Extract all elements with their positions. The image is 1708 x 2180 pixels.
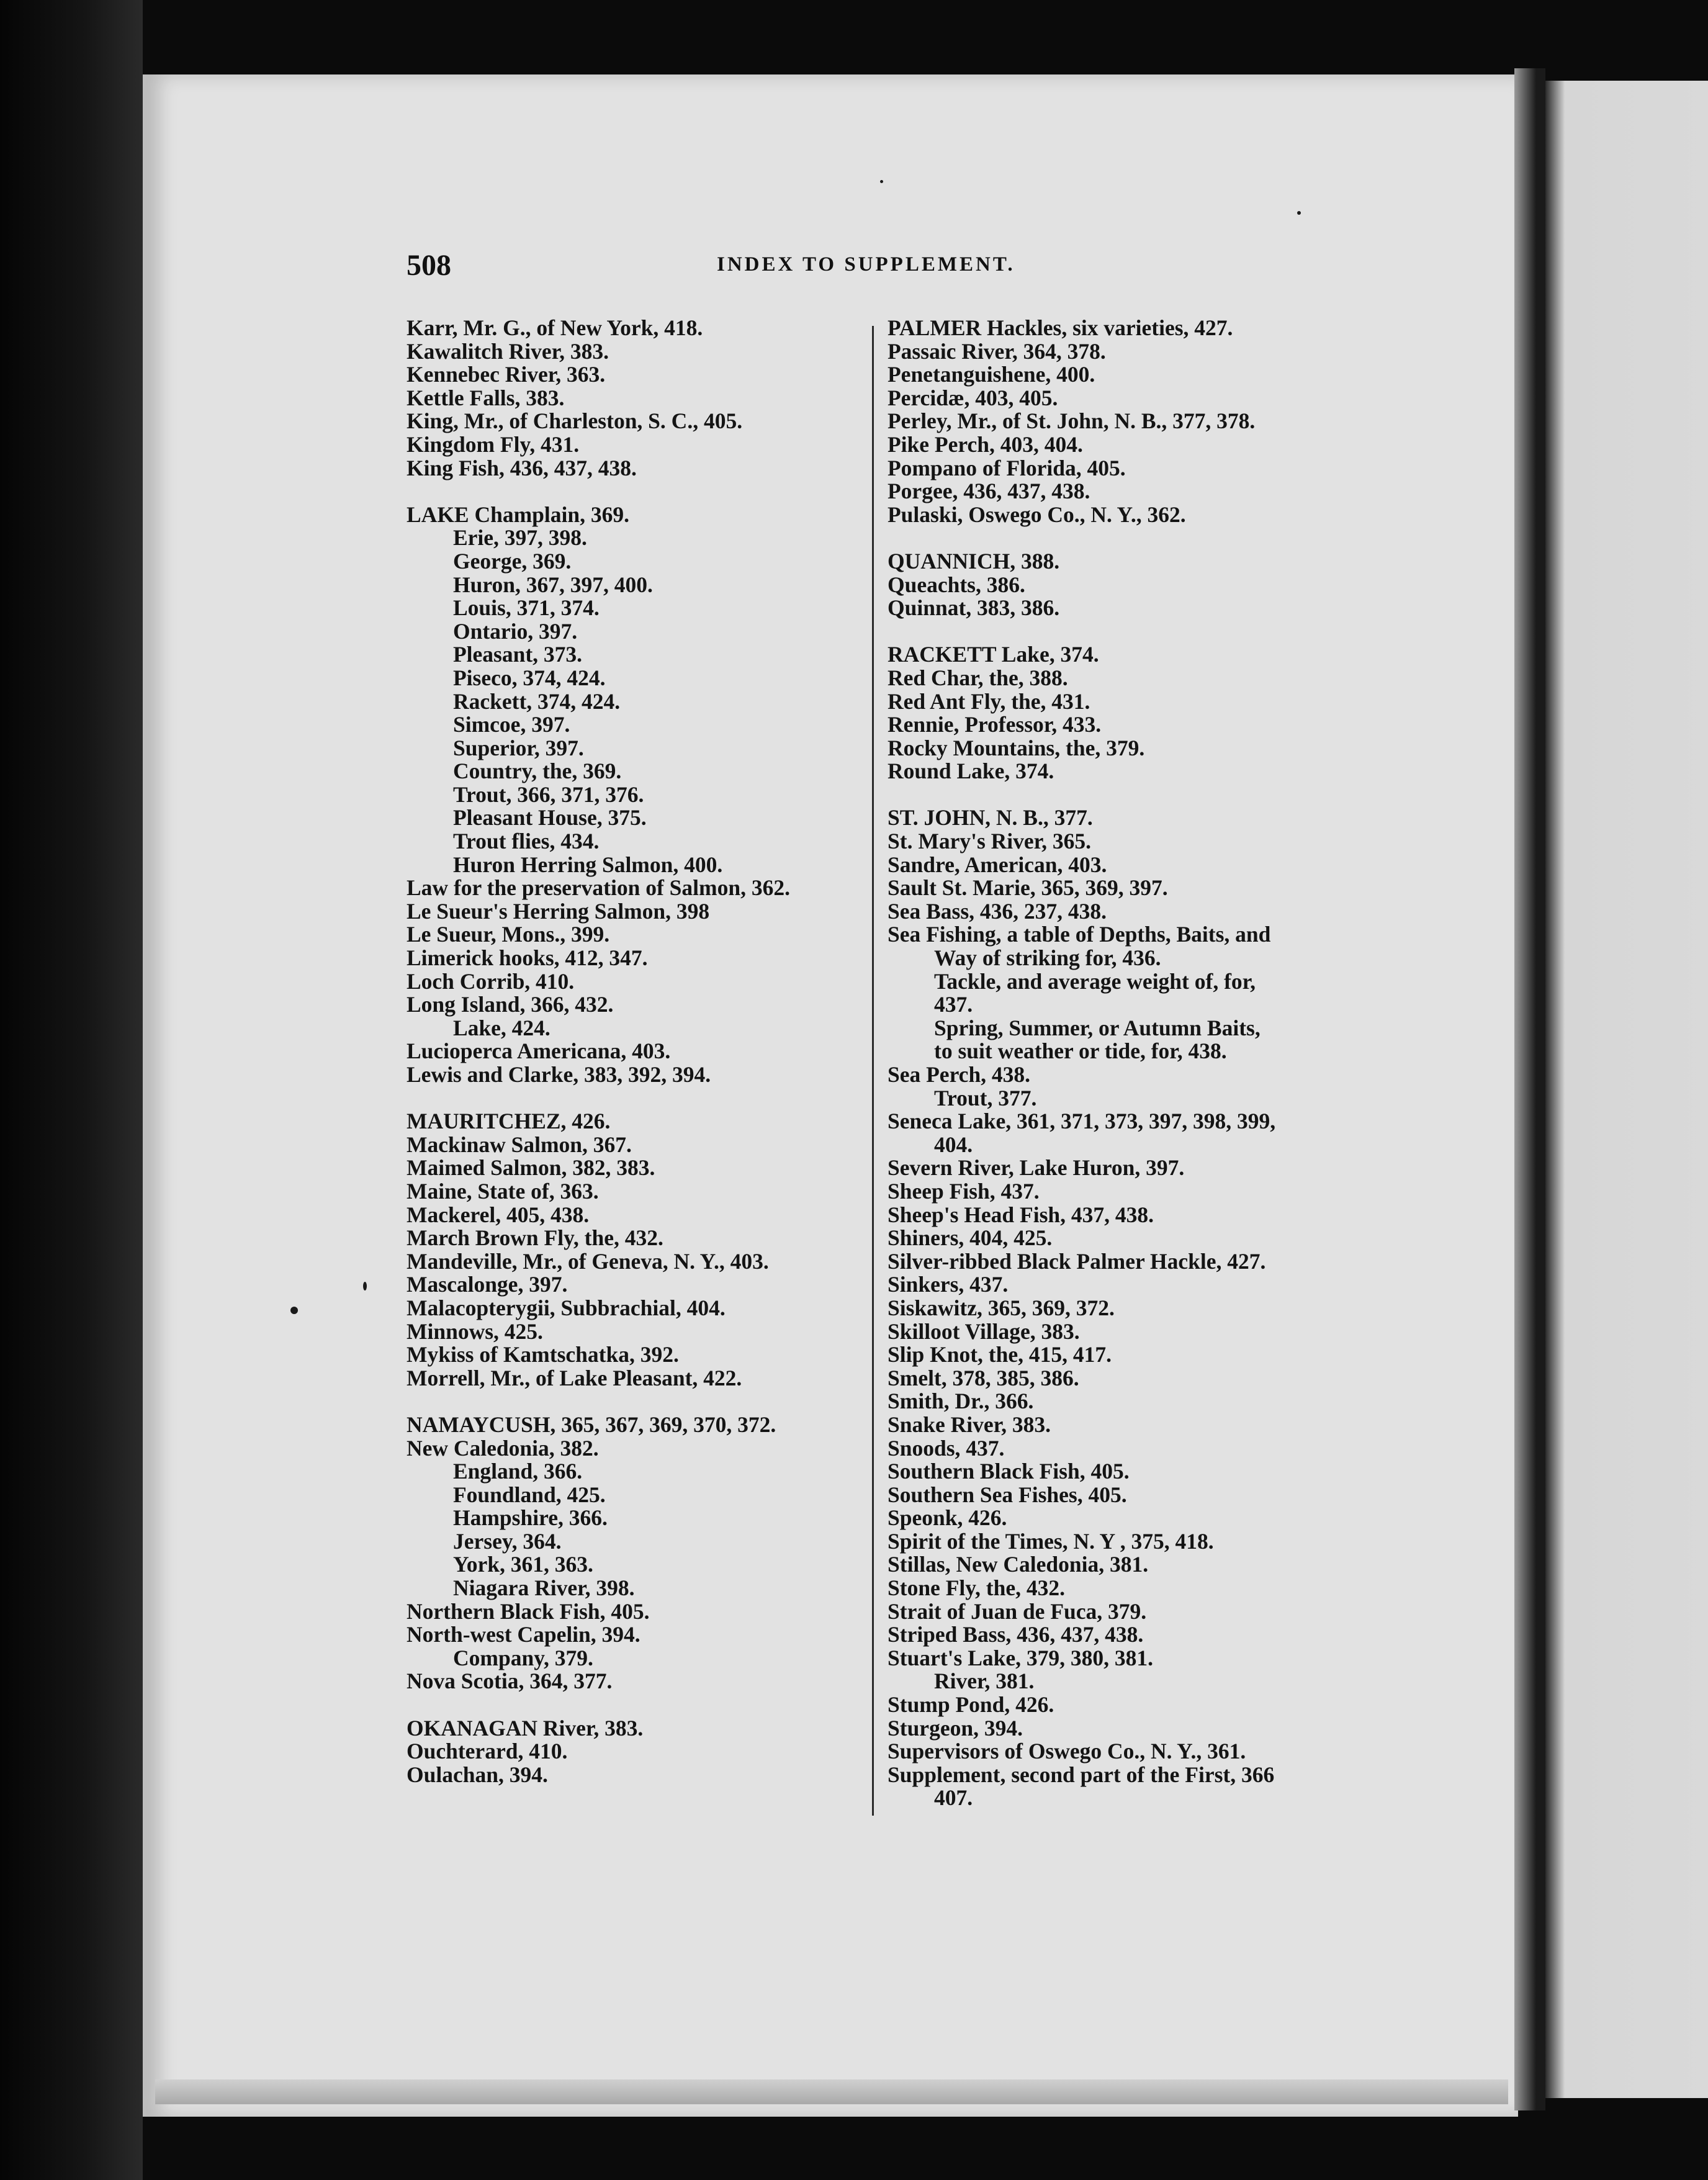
index-entry: OKANAGAN River, 383. — [407, 1715, 644, 1741]
index-subentry: Jersey, 364. — [453, 1528, 562, 1554]
ink-speck — [1297, 211, 1301, 215]
index-entry: Supplement, second part of the First, 366 — [888, 1762, 1275, 1787]
index-entry: Supervisors of Oswego Co., N. Y., 361. — [888, 1739, 1246, 1764]
index-entry: Red Ant Fly, the, 431. — [888, 688, 1090, 714]
index-entry: Southern Black Fish, 405. — [888, 1459, 1130, 1484]
index-subentry: Ontario, 397. — [453, 618, 578, 644]
index-subentry: Simcoe, 397. — [453, 712, 570, 737]
index-entry: Stuart's Lake, 379, 380, 381. — [888, 1645, 1153, 1670]
index-entry: Siskawitz, 365, 369, 372. — [888, 1295, 1115, 1320]
index-subentry: Hampshire, 366. — [453, 1505, 608, 1531]
index-entry: Mykiss of Kamtschatka, 392. — [407, 1342, 679, 1367]
index-subentry: Pleasant, 373. — [453, 642, 583, 667]
index-entry: March Brown Fly, the, 432. — [407, 1225, 663, 1251]
page-header — [407, 248, 1325, 292]
index-entry: Seneca Lake, 361, 371, 373, 397, 398, 399, — [888, 1109, 1276, 1134]
index-entry: Stillas, New Caledonia, 381. — [888, 1552, 1149, 1577]
index-entry: Passaic River, 364, 378. — [888, 338, 1106, 364]
index-entry: Stump Pond, 426. — [888, 1692, 1054, 1718]
index-subentry: Niagara River, 398. — [453, 1575, 635, 1601]
index-entry: Snake River, 383. — [888, 1412, 1051, 1437]
index-column-right — [888, 317, 1347, 1810]
index-entry: Kingdom Fly, 431. — [407, 431, 580, 457]
index-entry: Smelt, 378, 385, 386. — [888, 1365, 1079, 1390]
index-subentry: Superior, 397. — [453, 735, 584, 760]
index-subentry: Way of striking for, 436. — [934, 945, 1161, 971]
index-entry: Sinkers, 437. — [888, 1272, 1009, 1297]
running-head: INDEX TO SUPPLEMENT. — [717, 253, 1015, 276]
index-entry: Long Island, 366, 432. — [407, 992, 614, 1017]
index-entry: LAKE Champlain, 369. — [407, 502, 630, 527]
index-entry: Slip Knot, the, 415, 417. — [888, 1342, 1112, 1367]
index-subentry: Trout, 377. — [934, 1085, 1037, 1110]
ink-speck — [290, 1307, 298, 1314]
index-entry: RACKETT Lake, 374. — [888, 642, 1099, 667]
index-entry: Sea Bass, 436, 237, 438. — [888, 898, 1107, 924]
section-gap — [888, 526, 1347, 550]
section-gap — [888, 620, 1347, 644]
index-entry: Limerick hooks, 412, 347. — [407, 945, 648, 971]
index-entry: Kawalitch River, 383. — [407, 338, 609, 364]
index-entry: NAMAYCUSH, 365, 367, 369, 370, 372. — [407, 1412, 776, 1437]
index-entry: Rennie, Professor, 433. — [888, 712, 1102, 737]
index-subentry: Huron, 367, 397, 400. — [453, 572, 653, 597]
index-entry: Maimed Salmon, 382, 383. — [407, 1155, 655, 1181]
column-rule — [872, 326, 874, 1816]
index-entry: Sea Fishing, a table of Depths, Baits, and — [888, 922, 1271, 947]
index-entry: Kennebec River, 363. — [407, 362, 606, 387]
index-subentry: 407. — [934, 1785, 973, 1811]
index-entry: Rocky Mountains, the, 379. — [888, 735, 1145, 760]
index-entry: Percidæ, 403, 405. — [888, 385, 1058, 410]
page-bottom-edge — [155, 2079, 1508, 2104]
index-subentry: Trout flies, 434. — [453, 829, 600, 854]
index-subentry: Trout, 366, 371, 376. — [453, 781, 644, 807]
index-entry: St. Mary's River, 365. — [888, 829, 1092, 854]
index-entry: Stone Fly, the, 432. — [888, 1575, 1065, 1601]
index-subentry: Piseco, 374, 424. — [453, 665, 606, 690]
index-entry: PALMER Hackles, six varieties, 427. — [888, 315, 1233, 340]
index-entry: Sea Perch, 438. — [888, 1062, 1031, 1087]
index-entry: Sault St. Marie, 365, 369, 397. — [888, 875, 1168, 901]
index-entry: Silver-ribbed Black Palmer Hackle, 427. — [888, 1248, 1266, 1274]
index-entry: Severn River, Lake Huron, 397. — [888, 1155, 1185, 1181]
index-entry: Lucioperca Americana, 403. — [407, 1038, 671, 1064]
index-entry: Kettle Falls, 383. — [407, 385, 565, 410]
index-entry: Le Sueur's Herring Salmon, 398 — [407, 898, 710, 924]
index-entry: Mackinaw Salmon, 367. — [407, 1132, 632, 1157]
index-entry: Pike Perch, 403, 404. — [888, 431, 1083, 457]
facing-page-edge — [1545, 81, 1708, 2098]
section-gap — [407, 1693, 860, 1717]
scan-border-left — [0, 0, 143, 2180]
index-entry: Sandre, American, 403. — [888, 852, 1107, 877]
index-entry: Mandeville, Mr., of Geneva, N. Y., 403. — [407, 1248, 769, 1274]
section-gap — [888, 783, 1347, 807]
index-entry: Le Sueur, Mons., 399. — [407, 922, 610, 947]
index-entry: Malacopterygii, Subbrachial, 404. — [407, 1295, 726, 1320]
index-entry: Mackerel, 405, 438. — [407, 1202, 590, 1227]
section-gap — [407, 1087, 860, 1110]
index-entry: Pulaski, Oswego Co., N. Y., 362. — [888, 502, 1186, 527]
index-entry: Smith, Dr., 366. — [888, 1389, 1034, 1414]
index-entry: Northern Black Fish, 405. — [407, 1598, 650, 1624]
index-subentry: Rackett, 374, 424. — [453, 688, 621, 714]
index-subentry: George, 369. — [453, 548, 572, 574]
index-entry: Perley, Mr., of St. John, N. B., 377, 378. — [888, 408, 1256, 434]
index-entry: Strait of Juan de Fuca, 379. — [888, 1598, 1147, 1624]
index-entry: Porgee, 436, 437, 438. — [888, 479, 1090, 504]
index-subentry: England, 366. — [453, 1459, 583, 1484]
index-subentry: Tackle, and average weight of, for, — [934, 968, 1256, 994]
index-entry: Speonk, 426. — [888, 1505, 1007, 1531]
book-gutter — [1514, 68, 1545, 2110]
index-entry: Spirit of the Times, N. Y , 375, 418. — [888, 1528, 1214, 1554]
ink-speck — [363, 1282, 367, 1290]
index-entry: Oulachan, 394. — [407, 1762, 548, 1787]
index-entry: Sheep Fish, 437. — [888, 1178, 1040, 1204]
index-entry: Southern Sea Fishes, 405. — [888, 1482, 1127, 1507]
index-entry: Skilloot Village, 383. — [888, 1318, 1080, 1344]
index-subentry: Pleasant House, 375. — [453, 805, 647, 831]
index-entry: Sheep's Head Fish, 437, 438. — [888, 1202, 1154, 1227]
index-entry: Maine, State of, 363. — [407, 1178, 599, 1204]
index-entry: Shiners, 404, 425. — [888, 1225, 1053, 1251]
index-subentry: Company, 379. — [453, 1645, 593, 1670]
index-entry: QUANNICH, 388. — [888, 548, 1060, 574]
index-subentry: Foundland, 425. — [453, 1482, 606, 1507]
index-entry: Sturgeon, 394. — [888, 1715, 1023, 1741]
index-entry: Red Char, the, 388. — [888, 665, 1068, 690]
section-gap — [407, 1390, 860, 1413]
index-entry: King Fish, 436, 437, 438. — [407, 455, 637, 480]
ink-speck — [880, 180, 883, 183]
index-entry: Pompano of Florida, 405. — [888, 455, 1126, 480]
index-subentry: 437. — [934, 992, 973, 1017]
index-entry: Ouchterard, 410. — [407, 1739, 568, 1764]
index-entry: Mascalonge, 397. — [407, 1272, 568, 1297]
index-entry: Nova Scotia, 364, 377. — [407, 1669, 613, 1694]
index-entry: MAURITCHEZ, 426. — [407, 1109, 611, 1134]
index-subentry: 404. — [934, 1132, 973, 1157]
index-entry: Round Lake, 374. — [888, 759, 1054, 784]
index-entry: ST. JOHN, N. B., 377. — [888, 805, 1093, 831]
index-subentry: York, 361, 363. — [453, 1552, 593, 1577]
index-entry: North-west Capelin, 394. — [407, 1622, 640, 1647]
index-entry: Queachts, 386. — [888, 572, 1025, 597]
page-number: 508 — [407, 249, 451, 282]
index-entry: Minnows, 425. — [407, 1318, 543, 1344]
index-entry: Penetanguishene, 400. — [888, 362, 1095, 387]
index-subentry: Huron Herring Salmon, 400. — [453, 852, 723, 877]
index-entry: Loch Corrib, 410. — [407, 968, 575, 994]
index-entry: King, Mr., of Charleston, S. C., 405. — [407, 408, 743, 434]
index-subentry: Spring, Summer, or Autumn Baits, — [934, 1015, 1261, 1040]
index-subentry: River, 381. — [934, 1669, 1035, 1694]
index-entry: Morrell, Mr., of Lake Pleasant, 422. — [407, 1365, 742, 1390]
index-entry: Law for the preservation of Salmon, 362. — [407, 875, 790, 901]
index-entry: Snoods, 437. — [888, 1435, 1005, 1461]
index-subentry: to suit weather or tide, for, 438. — [934, 1038, 1227, 1064]
index-entry: Striped Bass, 436, 437, 438. — [888, 1622, 1144, 1647]
index-column-left — [407, 317, 860, 1786]
index-entry: Karr, Mr. G., of New York, 418. — [407, 315, 703, 340]
index-subentry: Lake, 424. — [453, 1015, 551, 1040]
index-entry: New Caledonia, 382. — [407, 1435, 599, 1461]
index-subentry: Country, the, 369. — [453, 759, 622, 784]
index-entry: Quinnat, 383, 386. — [888, 595, 1060, 621]
index-subentry: Erie, 397, 398. — [453, 525, 587, 551]
index-subentry: Louis, 371, 374. — [453, 595, 600, 621]
section-gap — [407, 480, 860, 503]
index-entry: Lewis and Clarke, 383, 392, 394. — [407, 1062, 711, 1087]
